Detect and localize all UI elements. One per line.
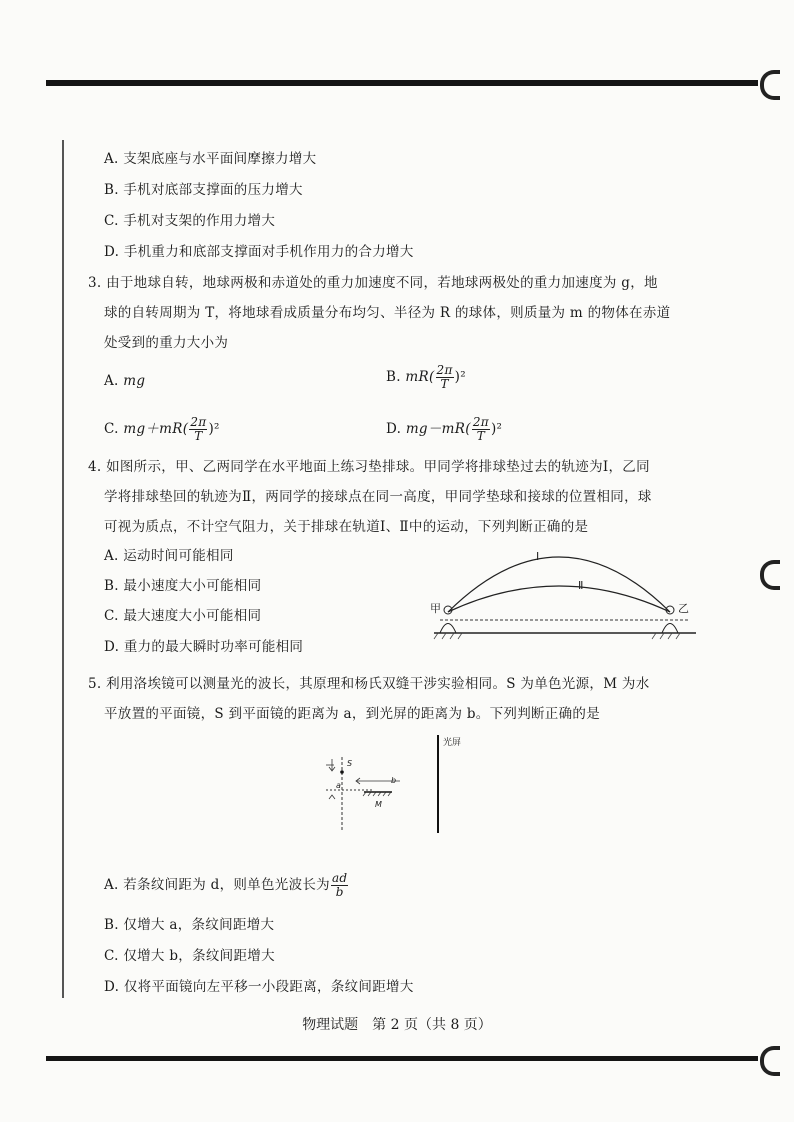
q4-stem-line3: 可视为质点，不计空气阻力，关于排球在轨道Ⅰ、Ⅱ中的运动，下列判断正确的是 <box>104 519 589 535</box>
q4-option-b: B. 最小速度大小可能相同 <box>104 578 262 594</box>
mirror-label: M <box>375 800 382 809</box>
q4-option-a: A. 运动时间可能相同 <box>104 548 234 564</box>
q3-stem-line1: 3. 由于地球自转，地球两极和赤道处的重力加速度不同，若地球两极处的重力加速度为 g，地 <box>88 275 658 291</box>
light-screen-label: 光屏 <box>443 738 462 748</box>
source-label: S <box>347 759 353 768</box>
q3-stem-line3: 处受到的重力大小为 <box>104 335 229 351</box>
trajectory-1-label: Ⅰ <box>536 550 540 563</box>
q5-option-b: B. 仅增大 a，条纹间距增大 <box>104 917 275 933</box>
binding-clip-middle <box>760 560 780 590</box>
q5-option-d: D. 仅将平面镜向左平移一小段距离，条纹间距增大 <box>104 979 414 995</box>
q2-option-d: D. 手机重力和底部支撑面对手机作用力的合力增大 <box>104 244 414 260</box>
student-yi-label: 乙 <box>678 602 689 615</box>
q3-option-c: C. mg＋mR( $\frac{2\pi}{T}$ )² <box>104 415 220 443</box>
student-jia-label: 甲 <box>430 602 441 615</box>
binding-clip-top <box>760 70 780 100</box>
q5-stem-line2: 平放置的平面镜，S 到平面镜的距离为 a，到光屏的距离为 b。下列判断正确的是 <box>104 706 601 722</box>
trajectory-2-label: Ⅱ <box>578 579 584 592</box>
q4-stem-line1: 4. 如图所示，甲、乙两同学在水平地面上练习垫排球。甲同学将排球垫过去的轨迹为Ⅰ，乙同 <box>88 459 650 475</box>
distance-b-label: b <box>391 776 397 785</box>
light-source-dot <box>340 770 344 774</box>
ground-hatching <box>434 633 680 639</box>
bottom-border-rule <box>46 1056 758 1061</box>
trajectory-2-curve <box>448 586 670 612</box>
q4-trajectory-figure <box>420 540 710 655</box>
q2-option-a: A. 支架底座与水平面间摩擦力增大 <box>104 151 317 167</box>
q5-option-c: C. 仅增大 b，条纹间距增大 <box>104 948 275 964</box>
q4-option-c: C. 最大速度大小可能相同 <box>104 608 262 624</box>
q2-option-b: B. 手机对底部支撑面的压力增大 <box>104 182 303 198</box>
q4-stem-line2: 学将排球垫回的轨迹为Ⅱ，两同学的接球点在同一高度，甲同学垫球和接球的位置相同，球 <box>104 489 652 505</box>
page-footer: 物理试题 第 2 页（共 8 页） <box>302 1017 492 1033</box>
left-margin-line <box>62 140 64 998</box>
q5-stem-line1: 5. 利用洛埃镜可以测量光的波长，其原理和杨氏双缝干涉实验相同。S 为单色光源，M 为水 <box>88 676 650 692</box>
q5-lloyd-mirror-figure <box>320 735 480 835</box>
distance-a-label: a <box>336 781 341 790</box>
q3-option-b: B. mR( $\frac{2\pi}{T}$ )² <box>386 363 466 391</box>
q3-option-d: D. mg－mR( $\frac{2\pi}{T}$ )² <box>386 415 503 443</box>
q3-option-a: A. mg <box>104 373 146 389</box>
binding-clip-bottom <box>760 1046 780 1076</box>
top-border-rule <box>46 80 758 86</box>
q3-stem-line2: 球的自转周期为 T，将地球看成质量分布均匀、半径为 R 的球体，则质量为 m 的物体在赤道 <box>104 305 671 321</box>
q4-option-d: D. 重力的最大瞬时功率可能相同 <box>104 639 304 655</box>
q5-option-a: A. 若条纹间距为 d，则单色光波长为 $\frac{ad}{b}$ <box>104 871 348 899</box>
trajectory-1-curve <box>448 557 670 612</box>
q2-option-c: C. 手机对支架的作用力增大 <box>104 213 276 229</box>
